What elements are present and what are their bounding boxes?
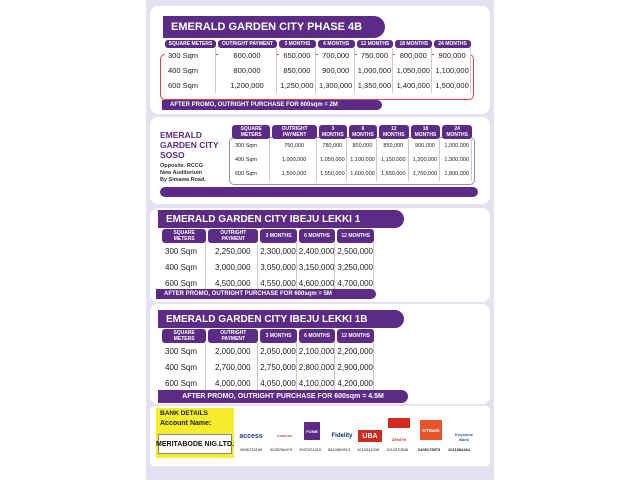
bank-details-box [156, 408, 234, 458]
plot-size-cell: 300 Sqm [232, 139, 270, 153]
price-cell: 1,600,000 [349, 167, 377, 181]
price-cell: 2,300,000 [260, 243, 297, 259]
soso-price-table [230, 125, 474, 181]
account-number-sterling: 0028786479 [270, 447, 293, 452]
price-cell: 850,000 [279, 63, 316, 78]
price-cell: 1,300,000 [318, 78, 355, 93]
sterling-bank-logo: STERLING [277, 434, 293, 438]
phase4b-price-table [163, 40, 473, 93]
table-row [232, 167, 472, 181]
plot-size-cell: 600 Sqm [232, 167, 270, 181]
price-cell: 900,000 [318, 63, 355, 78]
price-cell: 2,050,000 [260, 343, 297, 359]
header-outright: OUTRIGHT PAYMENT [208, 329, 258, 343]
price-cell: 850,000 [379, 139, 409, 153]
price-cell: 1,200,000 [218, 78, 277, 93]
header-square-meters: SQUARE METERS [162, 229, 206, 243]
header-18-months: 18 MONTHS [395, 40, 432, 48]
table-row [232, 153, 472, 167]
header-3-months: 3 MONTHS [279, 40, 316, 48]
plot-size-cell: 400 Sqm [165, 63, 216, 78]
table-row [165, 48, 471, 63]
price-cell: 1,500,000 [272, 167, 316, 181]
uba-logo: UBA [358, 430, 382, 442]
gtbank-logo: GTBank [420, 420, 442, 440]
price-cell: 1,700,000 [411, 167, 441, 181]
price-cell: 780,000 [319, 139, 347, 153]
lekki1-price-table [160, 229, 376, 291]
zenith-logo: ZENITH [388, 418, 410, 442]
plot-size-cell: 300 Sqm [162, 243, 206, 259]
header-18-months: 18 MONTHS [411, 125, 441, 139]
table-row [162, 375, 374, 391]
soso-title [160, 130, 219, 160]
header-3-months: 3 MONTHS [319, 125, 347, 139]
table-row [165, 78, 471, 93]
price-cell: 1,000,000 [357, 63, 394, 78]
header-12-months: 12 MONTHS [337, 329, 374, 343]
price-cell: 1,250,000 [279, 78, 316, 93]
account-number-gtbank: 0405178579 [418, 447, 441, 452]
account-name-value: MERITABODE NIG.LTD. [158, 434, 232, 454]
price-cell: 1,550,000 [319, 167, 347, 181]
price-cell: 2,700,000 [208, 359, 258, 375]
header-12-months: 12 MONTHS [337, 229, 374, 243]
price-cell: 800,000 [395, 48, 432, 63]
plot-size-cell: 400 Sqm [162, 359, 206, 375]
header-3-months: 3 MONTHS [260, 229, 297, 243]
header-6-months: 6 MONTHS [349, 125, 377, 139]
price-cell: 2,800,000 [299, 359, 336, 375]
price-cell: 1,350,000 [357, 78, 394, 93]
price-cell: 2,900,000 [337, 359, 374, 375]
phase4b-title: EMERALD GARDEN CITY PHASE 4B [163, 16, 385, 38]
soso-address-line3: By Simawa Road. [160, 177, 206, 183]
table-row [232, 139, 472, 153]
table-row [165, 63, 471, 78]
account-number-uba: 1019341036 [357, 447, 380, 452]
price-cell: 2,500,000 [337, 243, 374, 259]
price-cell: 4,550,000 [260, 275, 297, 291]
fcmb-logo: FCMB [304, 422, 320, 440]
header-square-meters: SQUARE METERS [232, 125, 270, 139]
plot-size-cell: 300 Sqm [162, 343, 206, 359]
price-cell: 2,100,000 [299, 343, 336, 359]
plot-size-cell: 300 Sqm [165, 48, 216, 63]
bank-heading: BANK DETAILS [160, 410, 208, 417]
account-number-fcmb: 2997021010 [299, 447, 322, 452]
header-3-months: 3 MONTHS [260, 329, 297, 343]
table-row [162, 343, 374, 359]
lekki1-promo-note: AFTER PROMO, OUTRIGHT PURCHASE FOR 600sqm = 5M [156, 289, 376, 299]
price-cell: 4,100,000 [299, 375, 336, 391]
table-row [162, 259, 374, 275]
price-cell: 3,000,000 [208, 259, 258, 275]
account-name-label: Account Name: [160, 420, 212, 427]
table-row [162, 359, 374, 375]
soso-address [160, 163, 206, 184]
price-cell: 4,500,000 [208, 275, 258, 291]
price-cell: 2,750,000 [260, 359, 297, 375]
header-6-months: 6 MONTHS [299, 329, 336, 343]
price-cell: 750,000 [272, 139, 316, 153]
price-cell: 2,000,000 [208, 343, 258, 359]
header-outright: OUTRIGHT PAYMENT [272, 125, 316, 139]
soso-address-line2: New Auditorium [160, 170, 202, 176]
account-number-keystone: 1011984464 [448, 447, 471, 452]
fidelity-logo: Fidelity [331, 433, 353, 439]
header-24-months: 24 MONTHS [434, 40, 471, 48]
header-6-months: 6 MONTHS [318, 40, 355, 48]
price-cell: 2,250,000 [208, 243, 258, 259]
price-cell: 1,150,000 [379, 153, 409, 167]
plot-size-cell: 600 Sqm [162, 375, 206, 391]
lekki1b-promo-note: AFTER PROMO, OUTRIGHT PURCHASE FOR 600sqm = 4.5M [158, 390, 408, 403]
price-cell: 1,650,000 [379, 167, 409, 181]
price-cell: 4,000,000 [208, 375, 258, 391]
price-cell: 1,200,000 [411, 153, 441, 167]
header-square-meters: SQUARE METERS [165, 40, 216, 48]
lekki1b-title: EMERALD GARDEN CITY IBEJU LEKKI 1B [158, 310, 404, 328]
lekki1-title: EMERALD GARDEN CITY IBEJU LEKKI 1 [158, 210, 404, 228]
price-cell: 600,000 [218, 48, 277, 63]
phase4b-promo-note: AFTER PROMO, OUTRIGHT PURCHASE FOR 600sqm = 2M [162, 100, 382, 110]
price-cell: 1,100,000 [349, 153, 377, 167]
plot-size-cell: 400 Sqm [162, 259, 206, 275]
header-12-months: 12 MONTHS [357, 40, 394, 48]
header-24-months: 24 MONTHS [442, 125, 472, 139]
header-square-meters: SQUARE METERS [162, 329, 206, 343]
soso-title-line3: SOSO [160, 150, 185, 160]
account-number-fidelity: 5610859913 [328, 447, 351, 452]
price-cell: 4,600,000 [299, 275, 336, 291]
price-cell: 1,000,000 [272, 153, 316, 167]
price-cell: 1,100,000 [434, 63, 471, 78]
plot-size-cell: 400 Sqm [232, 153, 270, 167]
table-row [162, 243, 374, 259]
price-cell: 1,400,000 [395, 78, 432, 93]
price-cell: 1,000,000 [442, 139, 472, 153]
price-cell: 3,250,000 [337, 259, 374, 275]
price-cell: 4,050,000 [260, 375, 297, 391]
price-cell: 1,050,000 [319, 153, 347, 167]
price-cell: 3,150,000 [299, 259, 336, 275]
account-number-zenith: 1013370546 [386, 447, 409, 452]
soso-address-line1: Opposite. RCCG [160, 163, 204, 169]
price-cell: 700,000 [318, 48, 355, 63]
price-cell: 1,050,000 [395, 63, 432, 78]
soso-title-line1: EMERALD [160, 130, 203, 140]
keystone-logo: Keystone Bank [454, 432, 473, 442]
price-cell: 750,000 [357, 48, 394, 63]
price-cell: 4,700,000 [337, 275, 374, 291]
plot-size-cell: 600 Sqm [165, 78, 216, 93]
header-outright: OUTRIGHT PAYMENT [218, 40, 277, 48]
lekki1b-price-table [160, 329, 376, 391]
access-bank-logo: access [236, 430, 266, 442]
price-cell: 650,000 [279, 48, 316, 63]
plot-size-cell: 600 Sqm [162, 275, 206, 291]
price-cell: 1,300,000 [442, 153, 472, 167]
price-cell: 1,800,000 [442, 167, 472, 181]
price-cell: 800,000 [218, 63, 277, 78]
price-cell: 900,000 [411, 139, 441, 153]
account-number-access: 0696733189 [240, 447, 263, 452]
price-cell: 3,050,000 [260, 259, 297, 275]
price-cell: 2,400,000 [299, 243, 336, 259]
price-cell: 4,200,000 [337, 375, 374, 391]
header-6-months: 6 MONTHS [299, 229, 336, 243]
header-outright: OUTRIGHT PAYMENT [208, 229, 258, 243]
header-12-months: 12 MONTHS [379, 125, 409, 139]
price-cell: 1,500,000 [434, 78, 471, 93]
soso-title-line2: GARDEN CITY [160, 140, 219, 150]
price-cell: 900,000 [434, 48, 471, 63]
price-cell: 800,000 [349, 139, 377, 153]
price-cell: 2,200,000 [337, 343, 374, 359]
soso-footer-bar [160, 187, 478, 197]
